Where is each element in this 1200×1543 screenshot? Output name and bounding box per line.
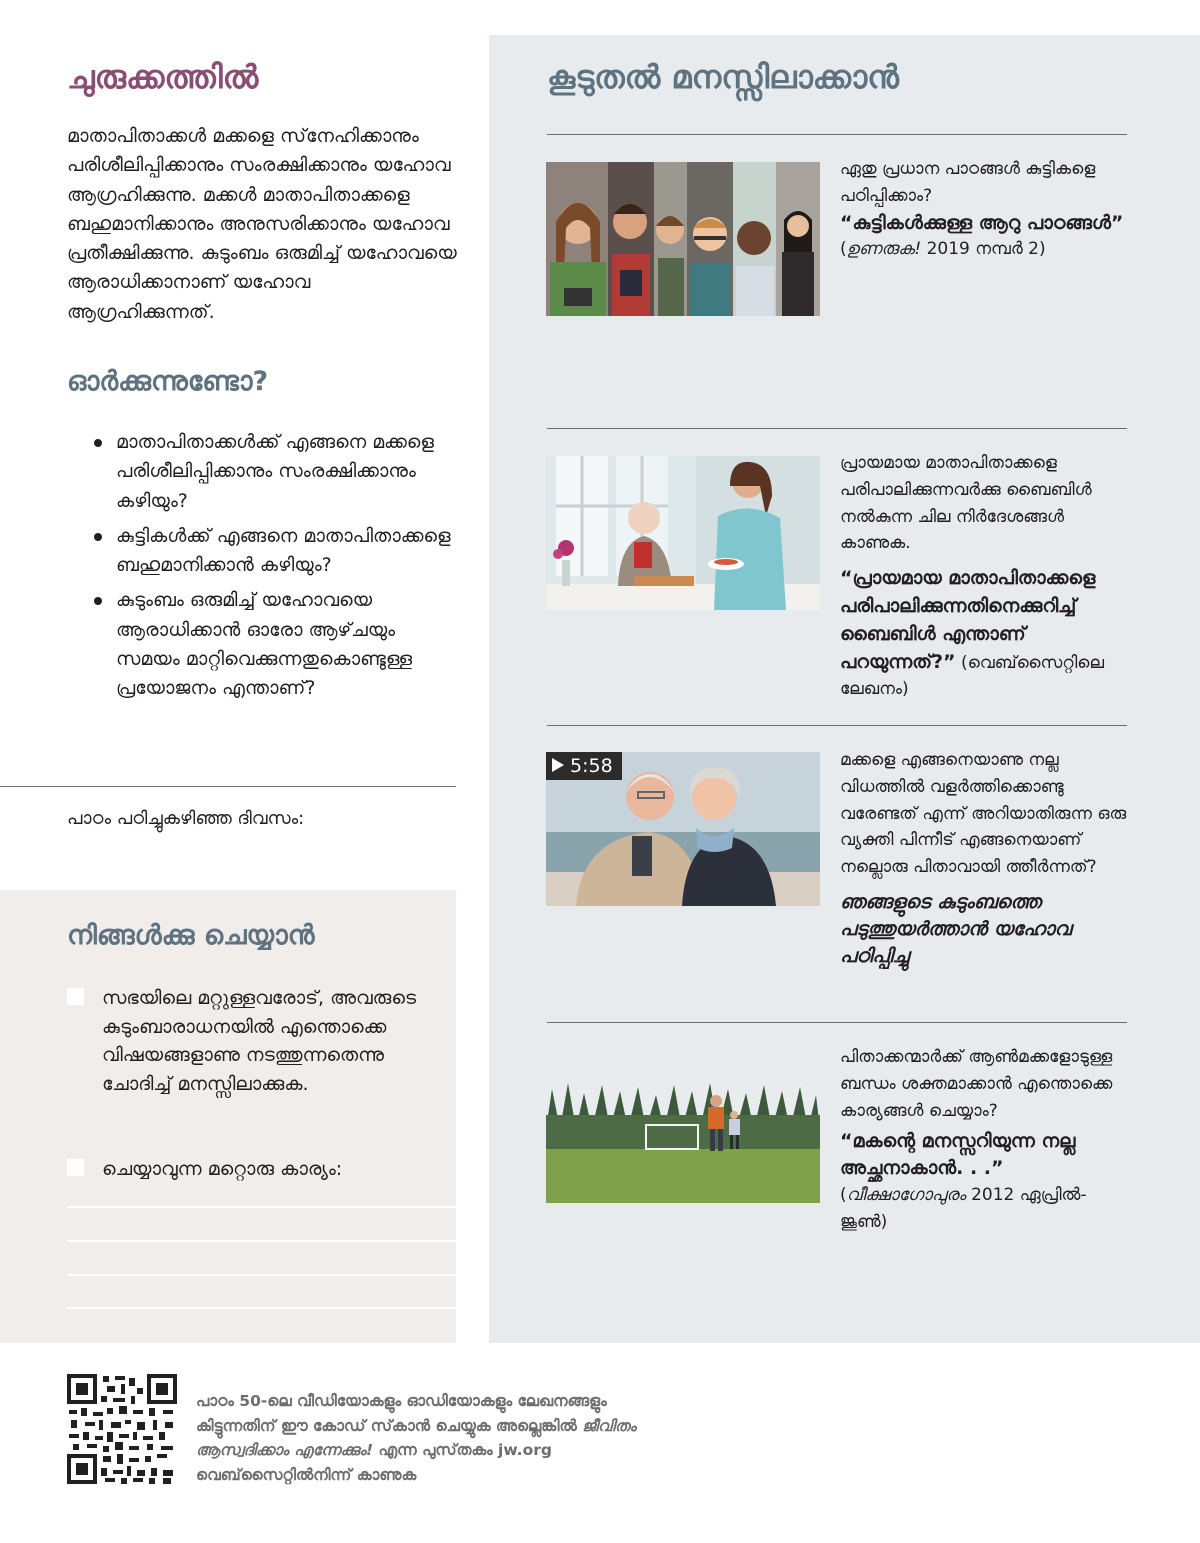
footer-text: പാഠം 50-ലെ വീഡിയോകളും ഓഡിയോകളും ലേഖനങ്ങളും കിട്ടുന്നതിന് ഈ കോഡ് സ്‌കാൻ ചെയ്യുക അല്ലെങ്കിൽ ജീവിതം ആസ്വദിക്കാം എന്നേക്കും! എന്ന പുസ്‌തകം jw.org വെബ്‌സൈറ്റിൽനിന്ന് കാണുക bbox=[196, 1392, 637, 1484]
resource-title-line bbox=[840, 565, 1130, 703]
write-in-line[interactable] bbox=[67, 1274, 456, 1276]
book-title: ജീവിതം ആസ്വദിക്കാം എന്നേക്കും! bbox=[196, 1416, 637, 1459]
recall-list bbox=[92, 428, 452, 710]
write-in-line[interactable] bbox=[67, 1206, 456, 1208]
resource-title[interactable]: “പ്രായമായ മാതാപിതാക്കളെ പരിപാലിക്കുന്നതിനെക്കുറിച്ച് ബൈബിൾ എന്താണ് പറയുന്നത്?” bbox=[840, 567, 1096, 673]
write-in-line[interactable] bbox=[67, 1307, 456, 1309]
divider bbox=[547, 725, 1127, 726]
resource-question: മക്കളെ എങ്ങനെയാണു നല്ല വിധത്തിൽ വളർത്തിക്കൊണ്ടു വരേണ്ടത് എന്ന് അറിയാതിരുന്ന ഒരു വ്യക്തി പിന്നീട് എങ്ങനെയാണ് നല്ലൊരു പിതാവായി ത്തീർന്നത്? bbox=[840, 750, 1127, 878]
todo-heading: നിങ്ങൾക്കു ചെയ്യാൻ bbox=[67, 920, 315, 951]
resource-title[interactable]: ഞങ്ങളുടെ കുടുംബത്തെ പടുത്തുയർത്താൻ യഹോവ പഠിപ്പിച്ചു bbox=[840, 890, 1072, 967]
resource-item bbox=[840, 450, 1130, 703]
recall-item bbox=[92, 522, 452, 581]
recall-heading: ഓർക്കുന്നുണ്ടോ? bbox=[67, 366, 269, 397]
publication-name: ഉണരുക! bbox=[846, 239, 922, 260]
caregiver-photo[interactable] bbox=[546, 456, 820, 610]
todo-item bbox=[67, 984, 437, 1098]
checkbox[interactable] bbox=[67, 1159, 84, 1176]
resource-item bbox=[840, 747, 1130, 969]
divider bbox=[0, 786, 456, 787]
todo-item bbox=[67, 1155, 437, 1184]
checkbox[interactable] bbox=[67, 988, 84, 1005]
resource-source: (ഉണരുക! 2019 നമ്പർ 2) bbox=[840, 239, 1046, 260]
resource-source: (വീക്ഷാഗോപുരം 2012 ഏപ്രിൽ-ജൂൺ) bbox=[840, 1184, 1087, 1232]
recall-item-text: മാതാപിതാക്കൾക്ക് എങ്ങനെ മക്കളെ പരിശീലിപ്പിക്കാനും സംരക്ഷിക്കാനും കഴിയും? bbox=[116, 431, 434, 512]
todo-item-text: സഭയിലെ മറ്റുള്ളവരോട്, അവരുടെ കുടുംബാരാധനയിൽ എന്തൊക്കെ വിഷയങ്ങളാണു നടത്തുന്നതെന്നു ചോദിച്ച് മനസ്സിലാക്കുക. bbox=[102, 987, 417, 1095]
resource-item bbox=[840, 1044, 1130, 1236]
recall-item-text: കുട്ടികൾക്ക് എങ്ങനെ മാതാപിതാക്കളെ ബഹുമാനിക്കാൻ കഴിയും? bbox=[116, 524, 451, 577]
recall-item bbox=[92, 586, 452, 703]
play-icon bbox=[552, 758, 564, 772]
resource-question: പ്രായമായ മാതാപിതാക്കളെ പരിപാലിക്കുന്നവർക്കു ബൈബിൾ നൽകുന്ന ചില നിർദേശങ്ങൾ കാണുക. bbox=[840, 453, 1092, 554]
resource-title[interactable]: “മകന്റെ മനസ്സറിയുന്ന നല്ല അച്ഛനാകാൻ. . .” bbox=[840, 1130, 1076, 1180]
lesson-date-label: പാഠം പഠിച്ചുകഴിഞ്ഞ ദിവസം: bbox=[67, 808, 305, 829]
divider bbox=[547, 134, 1127, 135]
recall-item-text: കുടുംബം ഒരുമിച്ച് യഹോവയെ ആരാധിക്കാൻ ഓരോ ആഴ്‌ചയും സമയം മാറ്റിവെക്കുന്നതുകൊണ്ടുള്ള പ്രയോജനം എന്താണ്? bbox=[116, 589, 413, 700]
divider bbox=[547, 428, 1127, 429]
father-son-photo[interactable] bbox=[546, 1049, 820, 1203]
resource-question: പിതാക്കന്മാർക്ക് ആൺമക്കളോടുള്ള ബന്ധം ശക്തമാക്കാൻ എന്തൊക്കെ കാര്യങ്ങൾ ചെയ്യാം? bbox=[840, 1047, 1113, 1121]
resource-item bbox=[840, 156, 1130, 263]
video-duration: 5:58 bbox=[570, 755, 613, 777]
children-photo[interactable] bbox=[546, 162, 820, 316]
recall-item bbox=[92, 428, 452, 516]
bullet-icon bbox=[94, 439, 102, 447]
publication-name: വീക്ഷാഗോപുരം bbox=[846, 1184, 966, 1205]
todo-item-text: ചെയ്യാവുന്ന മറ്റൊരു കാര്യം: bbox=[102, 1158, 343, 1180]
summary-text: മാതാപിതാക്കൾ മക്കളെ സ്‌നേഹിക്കാനും പരിശീലിപ്പിക്കാനും സംരക്ഷിക്കാനും യഹോവ ആഗ്രഹിക്കുന്നു. മക്കൾ മാതാപിതാക്കളെ ബഹുമാനിക്കാനും അനുസരിക്കാനും യഹോവ പ്രതീക്ഷിക്കുന്നു. കുടുംബം ഒരുമിച്ച് യഹോവയെ ആരാധിക്കാനാണ് യഹോവ ആഗ്രഹിക്കുന്നത്. bbox=[67, 125, 457, 323]
resource-title[interactable]: “കുട്ടികൾക്കുള്ള ആറു പാഠങ്ങൾ” bbox=[840, 211, 1124, 234]
resource-question: ഏതു പ്രധാന പാഠങ്ങൾ കുട്ടികളെ പഠിപ്പിക്കാം? bbox=[840, 159, 1096, 206]
summary-heading: ചുരുക്കത്തിൽ bbox=[67, 58, 259, 96]
qr-code[interactable] bbox=[67, 1374, 177, 1484]
more-heading: കൂടുതൽ മനസ്സിലാക്കാൻ bbox=[547, 58, 899, 96]
bullet-icon bbox=[94, 597, 102, 605]
divider bbox=[547, 1022, 1127, 1023]
resource-source: (വെബ്‌സൈറ്റിലെ ലേഖനം) bbox=[840, 652, 1104, 700]
video-duration-badge[interactable] bbox=[546, 752, 622, 780]
write-in-line[interactable] bbox=[67, 1240, 456, 1242]
bullet-icon bbox=[94, 533, 102, 541]
